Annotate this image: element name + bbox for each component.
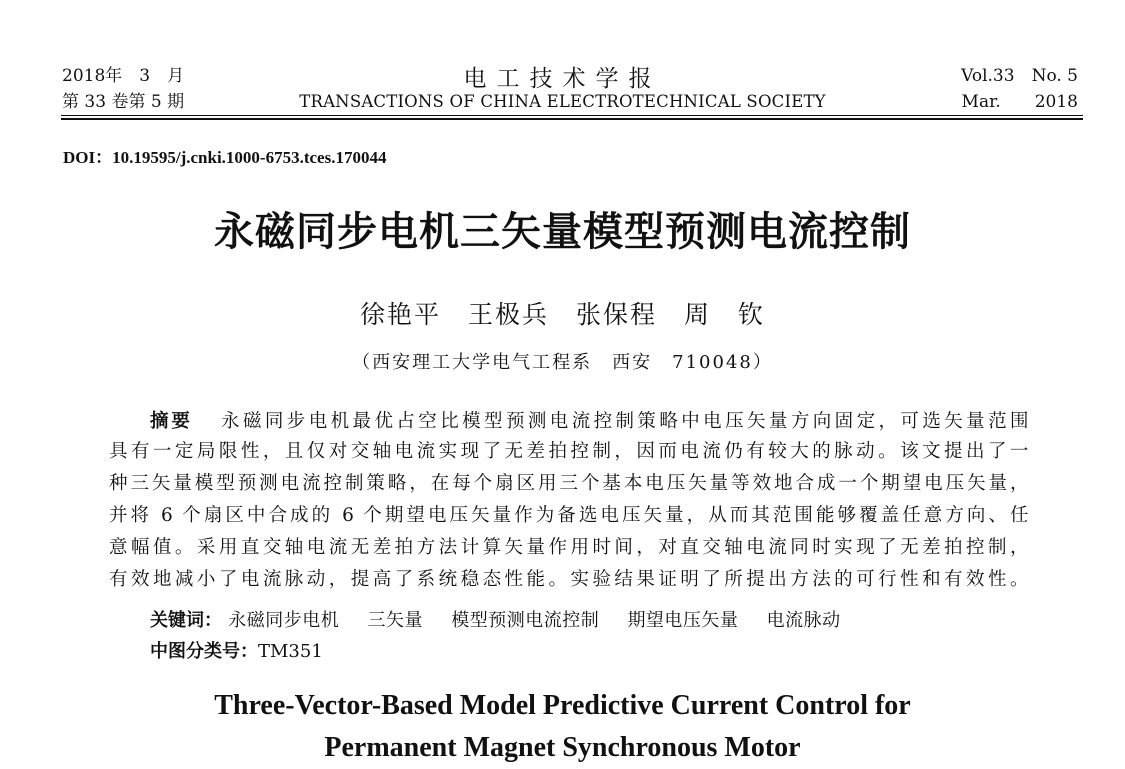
abstract-line: 有效地减小了电流脉动，提高了系统稳态性能。实验结果证明了所提出方法的可行性和有效性。 <box>109 569 1029 590</box>
header-volume-cn: 第 33 卷第 5 期 <box>62 92 185 112</box>
keyword: 永磁同步电机 <box>228 610 340 631</box>
keyword: 三矢量 <box>367 610 423 631</box>
abstract-line: 种三矢量模型预测电流控制策略，在每个扇区用三个基本电压矢量等效地合成一个期望电压矢量， <box>109 473 1029 494</box>
keyword: 模型预测电流控制 <box>451 610 600 631</box>
keyword: 电流脉动 <box>766 610 841 631</box>
header-date-en: Mar. 2018 <box>961 92 1078 112</box>
journal-name-cn: 电工技术学报 <box>463 66 662 92</box>
paper-title-en-line2: Permanent Magnet Synchronous Motor <box>324 732 801 763</box>
classification-code: TM351 <box>258 641 323 662</box>
paper-title-en-line1: Three-Vector-Based Model Predictive Current Control for <box>214 690 911 721</box>
abstract-line: 具有一定局限性，且仅对交轴电流实现了无差拍控制，因而电流仍有较大的脉动。该文提出了一 <box>109 441 1029 462</box>
header-vol-no: Vol.33 No. 5 <box>961 66 1078 86</box>
journal-name-en: TRANSACTIONS OF CHINA ELECTROTECHNICAL SOCIETY <box>299 92 826 111</box>
keywords-label: 关键词： <box>150 610 222 631</box>
abstract-line: 并将 6 个扇区中合成的 6 个期望电压矢量作为备选电压矢量，从而其范围能够覆盖任意方向、任 <box>109 505 1029 526</box>
abstract-line: 意幅值。采用直交轴电流无差拍方法计算矢量作用时间，对直交轴电流同时实现了无差拍控制， <box>109 537 1029 558</box>
header-rule-bottom <box>61 118 1083 120</box>
doi: DOI：10.19595/j.cnki.1000-6753.tces.170044 <box>63 148 387 167</box>
header-rule-top <box>61 115 1083 116</box>
classification-label: 中图分类号： <box>150 641 258 662</box>
abstract-line: 摘要 永磁同步电机最优占空比模型预测电流控制策略中电压矢量方向固定，可选矢量范围 <box>150 411 1029 432</box>
paper-title-cn: 永磁同步电机三矢量模型预测电流控制 <box>214 209 911 255</box>
keywords <box>150 606 863 632</box>
keyword: 期望电压矢量 <box>627 610 739 631</box>
affiliation: （西安理工大学电气工程系 西安 710048） <box>352 352 773 373</box>
authors: 徐艳平 王极兵 张保程 周 钦 <box>359 300 765 329</box>
header-date-cn: 2018年 3 月 <box>62 66 185 86</box>
classification <box>150 637 323 663</box>
abstract-label: 摘要 <box>150 411 193 432</box>
